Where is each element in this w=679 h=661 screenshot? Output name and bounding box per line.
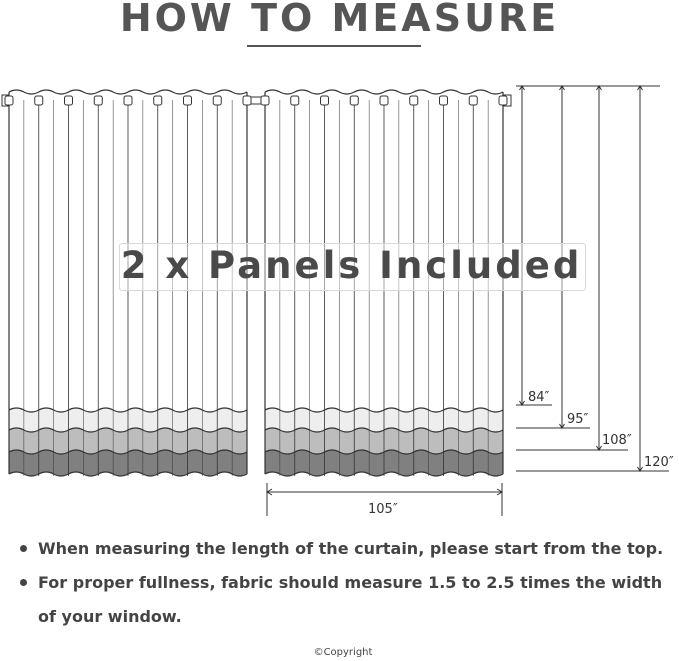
note-text: For proper fullness, fabric should measure 1.5 to 2.5 times the width of your window. — [38, 573, 663, 626]
grommet — [5, 96, 13, 105]
grommet — [321, 96, 329, 105]
grommet — [499, 96, 507, 105]
length-label-120: 120″ — [644, 455, 674, 470]
bullet-icon — [20, 545, 27, 552]
measurement-notes — [18, 532, 668, 634]
grommet — [469, 96, 477, 105]
grommet — [94, 96, 102, 105]
note-item — [18, 566, 668, 634]
grommet — [184, 96, 192, 105]
grommet — [124, 96, 132, 105]
grommet — [440, 96, 448, 105]
grommet — [243, 96, 251, 105]
length-label-84: 84″ — [528, 390, 550, 405]
grommet — [350, 96, 358, 105]
grommet — [380, 96, 388, 105]
grommet — [35, 96, 43, 105]
length-label-108: 108″ — [602, 433, 632, 448]
grommet — [261, 96, 269, 105]
panels-included-banner: 2 x Panels Included — [120, 244, 583, 287]
grommet — [213, 96, 221, 105]
grommet — [410, 96, 418, 105]
copyright-text: ©Copyright — [313, 647, 373, 658]
grommet — [154, 96, 162, 105]
length-label-95: 95″ — [567, 412, 589, 427]
width-label: 105″ — [368, 502, 398, 517]
grommet — [291, 96, 299, 105]
note-item — [18, 532, 668, 566]
grommet — [65, 96, 73, 105]
page-title: HOW TO MEASURE — [119, 0, 560, 40]
bullet-icon — [20, 579, 27, 586]
note-text: When measuring the length of the curtain, please start from the top. — [38, 539, 664, 558]
